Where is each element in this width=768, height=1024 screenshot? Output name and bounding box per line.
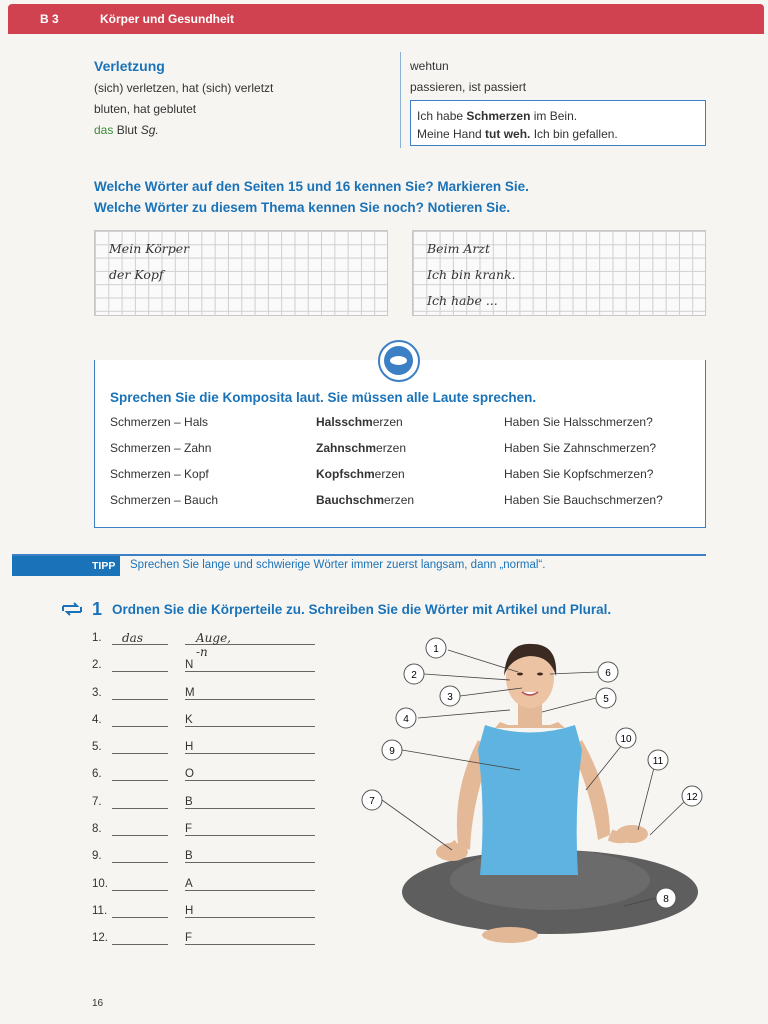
pronunciation-title: Sprechen Sie die Komposita laut. Sie müssen alle Laute sprechen. [110, 390, 537, 405]
question: Haben Sie Halsschmerzen? [504, 415, 653, 429]
start-letter: H [185, 904, 194, 917]
article-field[interactable] [112, 808, 168, 809]
row-number: 4. [92, 713, 102, 726]
vocab-line: (sich) verletzen, hat (sich) verletzt [94, 81, 274, 95]
article-field[interactable] [112, 753, 168, 754]
row-number: 7. [92, 795, 102, 808]
article-field[interactable] [112, 726, 168, 727]
partner-exercise-icon [60, 600, 84, 618]
task-instruction: Welche Wörter auf den Seiten 15 und 16 kennen Sie? Markieren Sie. Welche Wörter zu diesem Thema kennen Sie noch? Notieren Sie. [94, 179, 529, 215]
vocab-divider [400, 52, 401, 148]
start-letter: K [185, 713, 193, 726]
start-letter: F [185, 823, 193, 836]
svg-text:9: 9 [389, 746, 395, 757]
svg-text:11: 11 [652, 756, 664, 767]
svg-text:1: 1 [433, 644, 439, 655]
vocab-heading: Verletzung [94, 58, 165, 74]
word-plural-field[interactable] [185, 890, 315, 891]
start-letter: M [185, 686, 195, 699]
vocab-article: das [94, 123, 114, 137]
handwritten-note: Mein Körper [109, 241, 190, 256]
compound-word: Kopfschmerzen [316, 467, 405, 481]
compound-words-column [316, 414, 414, 518]
svg-text:3: 3 [447, 692, 453, 703]
word-plural-field[interactable] [185, 699, 315, 700]
page-header [8, 4, 764, 34]
handwritten-note: Ich habe ... [427, 293, 498, 308]
start-letter: A [185, 877, 193, 890]
row-number: 5. [92, 741, 102, 754]
row-number: 10. [92, 877, 108, 890]
exercise-number: 1 [92, 599, 103, 619]
word-answer: Auge, -n [196, 631, 231, 659]
notes-grid-left[interactable] [94, 230, 388, 316]
word-plural-field[interactable] [185, 780, 315, 781]
vocab-box-right [410, 56, 526, 98]
chapter-title: Körper und Gesundheit [100, 12, 235, 26]
start-letter: O [185, 768, 194, 781]
start-letter: N [185, 659, 194, 672]
word-plural-field[interactable] [185, 944, 315, 945]
word-plural-field[interactable] [185, 835, 315, 836]
compound-parts-column [110, 414, 218, 518]
start-letter: H [185, 741, 194, 754]
row-number: 9. [92, 850, 102, 863]
article-field[interactable] [112, 862, 168, 863]
example-sentence: Ich habe Schmerzen im Bein. [417, 109, 578, 123]
svg-text:10: 10 [620, 734, 632, 745]
handwritten-note: Ich bin krank. [427, 267, 516, 282]
question-column [504, 414, 663, 518]
row-number: 6. [92, 768, 102, 781]
article-field[interactable] [112, 699, 168, 700]
compound-parts: Schmerzen – Zahn [110, 441, 212, 455]
compound-word: Halsschmerzen [316, 415, 403, 429]
vocab-line: passieren, ist passiert [410, 80, 527, 94]
row-number: 2. [92, 659, 102, 672]
page-number: 16 [92, 998, 104, 1009]
lips-icon [378, 340, 420, 382]
word-plural-field[interactable] [185, 671, 315, 672]
word-plural-field[interactable] [185, 862, 315, 863]
vocab-line [94, 120, 394, 141]
row-number: 1. [92, 632, 102, 644]
article-field[interactable] [112, 671, 168, 672]
compound-parts: Schmerzen – Bauch [110, 493, 219, 507]
article-field[interactable] [112, 917, 168, 918]
row-number: 3. [92, 686, 102, 699]
start-letter: B [185, 795, 193, 808]
woman-yoga-illustration [360, 630, 720, 950]
tip-text: Sprechen Sie lange und schwierige Wörter immer zuerst langsam, dann „normal“. [130, 559, 546, 571]
unit-label: B 3 [40, 12, 59, 26]
exercise-title: Ordnen Sie die Körperteile zu. Schreiben Sie die Wörter mit Artikel und Plural. [112, 602, 612, 617]
article-answer: das [122, 631, 143, 645]
article-field[interactable] [112, 835, 168, 836]
tip-label: TIPP [12, 556, 120, 576]
handwritten-note: der Kopf [109, 267, 164, 282]
row-number: 11. [92, 904, 108, 917]
svg-text:7: 7 [369, 796, 375, 807]
compound-parts: Schmerzen – Kopf [110, 467, 209, 481]
row-number: 8. [92, 823, 102, 836]
start-letter: F [185, 932, 193, 945]
compound-parts: Schmerzen – Hals [110, 415, 209, 429]
vocab-word: Blut [116, 123, 138, 137]
question: Haben Sie Kopfschmerzen? [504, 467, 654, 481]
start-letter: B [185, 850, 193, 863]
word-plural-field[interactable] [185, 917, 315, 918]
article-field[interactable] [112, 890, 168, 891]
svg-text:6: 6 [605, 668, 611, 679]
vocab-box-left [94, 56, 394, 141]
article-field[interactable] [112, 780, 168, 781]
word-plural-field[interactable] [185, 808, 315, 809]
vocab-line: bluten, hat geblutet [94, 102, 197, 116]
svg-text:2: 2 [411, 670, 417, 681]
svg-text:12: 12 [686, 792, 698, 803]
svg-text:4: 4 [403, 714, 409, 725]
handwritten-note: Beim Arzt [427, 241, 491, 256]
question: Haben Sie Bauchschmerzen? [504, 493, 663, 507]
svg-text:5: 5 [603, 694, 609, 705]
vocab-line: wehtun [410, 59, 449, 73]
row-number: 12. [92, 932, 108, 945]
notes-grid-right[interactable] [412, 230, 706, 316]
example-sentence: Meine Hand tut weh. Ich bin gefallen. [417, 127, 618, 141]
example-box [410, 100, 706, 146]
question: Haben Sie Zahnschmerzen? [504, 441, 657, 455]
svg-text:8: 8 [663, 894, 669, 905]
vocab-suffix: Sg. [140, 123, 159, 137]
compound-word: Bauchschmerzen [316, 493, 415, 507]
compound-word: Zahnschmerzen [316, 441, 407, 455]
word-plural-field[interactable] [185, 726, 315, 727]
article-field[interactable] [112, 944, 168, 945]
word-plural-field[interactable] [185, 753, 315, 754]
